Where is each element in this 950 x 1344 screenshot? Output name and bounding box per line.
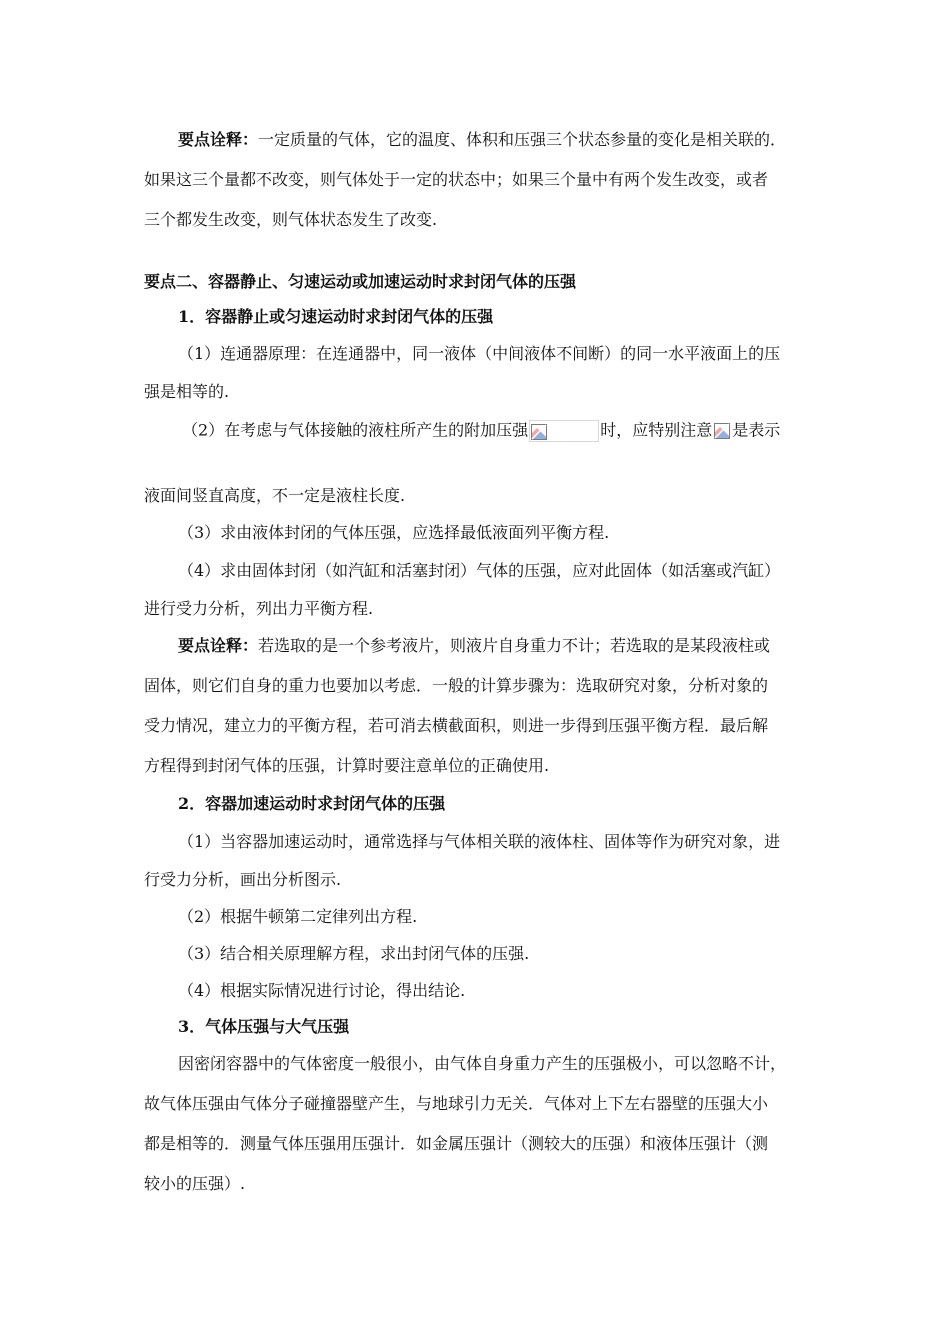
broken-image-icon bbox=[714, 423, 730, 439]
sub3-heading: 3．气体压强与大气压强 bbox=[178, 1017, 350, 1036]
note2-label: 要点诠释： bbox=[178, 636, 259, 655]
sub1-item1-line1: （1）连通器原理：在连通器中，同一液体（中间液体不间断）的同一水平液面上的压 bbox=[178, 344, 781, 363]
sub2-heading: 2．容器加速运动时求封闭气体的压强 bbox=[178, 794, 446, 813]
note2-text-1: 若选取的是一个参考液片，则液片自身重力不计；若选取的是某段液柱或 bbox=[258, 636, 771, 655]
note1-line3: 三个都发生改变，则气体状态发生了改变. bbox=[144, 210, 438, 229]
note2-line1 bbox=[178, 636, 770, 656]
sub2-item2: （2）根据牛顿第二定律列出方程. bbox=[178, 907, 418, 926]
sub2-item1-line1: （1）当容器加速运动时，通常选择与气体相关联的液体柱、固体等作为研究对象，进 bbox=[178, 832, 781, 851]
sub1-item4-line2: 进行受力分析，列出力平衡方程. bbox=[144, 599, 374, 618]
sub2-item4: （4）根据实际情况进行讨论，得出结论. bbox=[178, 981, 466, 1000]
sub1-item2-line1 bbox=[182, 420, 780, 442]
note1-line2: 如果这三个量都不改变，则气体处于一定的状态中；如果三个量中有两个发生改变，或者 bbox=[144, 170, 769, 189]
sub3-line3: 都是相等的．测量气体压强用压强计．如金属压强计（测较大的压强）和液体压强计（测 bbox=[144, 1134, 769, 1153]
sub3-line4: 较小的压强）. bbox=[144, 1174, 246, 1193]
note2-line3: 受力情况，建立力的平衡方程，若可消去横截面积，则进一步得到压强平衡方程．最后解 bbox=[144, 716, 769, 735]
formula-image-h bbox=[713, 420, 731, 442]
note2-line4: 方程得到封闭气体的压强，计算时要注意单位的正确使用. bbox=[144, 756, 550, 775]
sub1-heading: 1．容器静止或匀速运动时求封闭气体的压强 bbox=[178, 307, 494, 326]
note1-line1 bbox=[178, 130, 786, 150]
sub2-item3: （3）结合相关原理解方程，求出封闭气体的压强. bbox=[178, 944, 530, 963]
sub1-item2-text-c: 是表示 bbox=[732, 420, 781, 440]
sub3-line1: 因密闭容器中的气体密度一般很小，由气体自身重力产生的压强极小，可以忽略不计， bbox=[178, 1054, 787, 1073]
sub1-item2-line2: 液面间竖直高度，不一定是液柱长度. bbox=[144, 486, 406, 505]
note1-label: 要点诠释： bbox=[178, 130, 259, 149]
sub3-line2: 故气体压强由气体分子碰撞器壁产生，与地球引力无关．气体对上下左右器壁的压强大小 bbox=[144, 1094, 769, 1113]
broken-image-icon bbox=[531, 424, 547, 440]
sub1-item4-line1: （4）求由固体封闭（如汽缸和活塞封闭）气体的压强，应对此固体（如活塞或汽缸） bbox=[178, 561, 781, 580]
sub1-item1-line2: 强是相等的. bbox=[144, 382, 230, 401]
note2-line2: 固体，则它们自身的重力也要加以考虑．一般的计算步骤为：选取研究对象，分析对象的 bbox=[144, 676, 769, 695]
sub2-item1-line2: 行受力分析，画出分析图示. bbox=[144, 870, 342, 889]
sub1-item2-text-b: 时，应特别注意 bbox=[600, 420, 713, 440]
sub1-item2-text-a: （2）在考虑与气体接触的液柱所产生的附加压强 bbox=[182, 420, 529, 440]
section2-heading: 要点二、容器静止、匀速运动或加速运动时求封闭气体的压强 bbox=[144, 272, 577, 291]
sub1-item3: （3）求由液体封闭的气体压强，应选择最低液面列平衡方程. bbox=[178, 523, 610, 542]
note1-text-1: 一定质量的气体，它的温度、体积和压强三个状态参量的变化是相关联的． bbox=[258, 130, 787, 149]
formula-image-pressure bbox=[529, 420, 599, 442]
